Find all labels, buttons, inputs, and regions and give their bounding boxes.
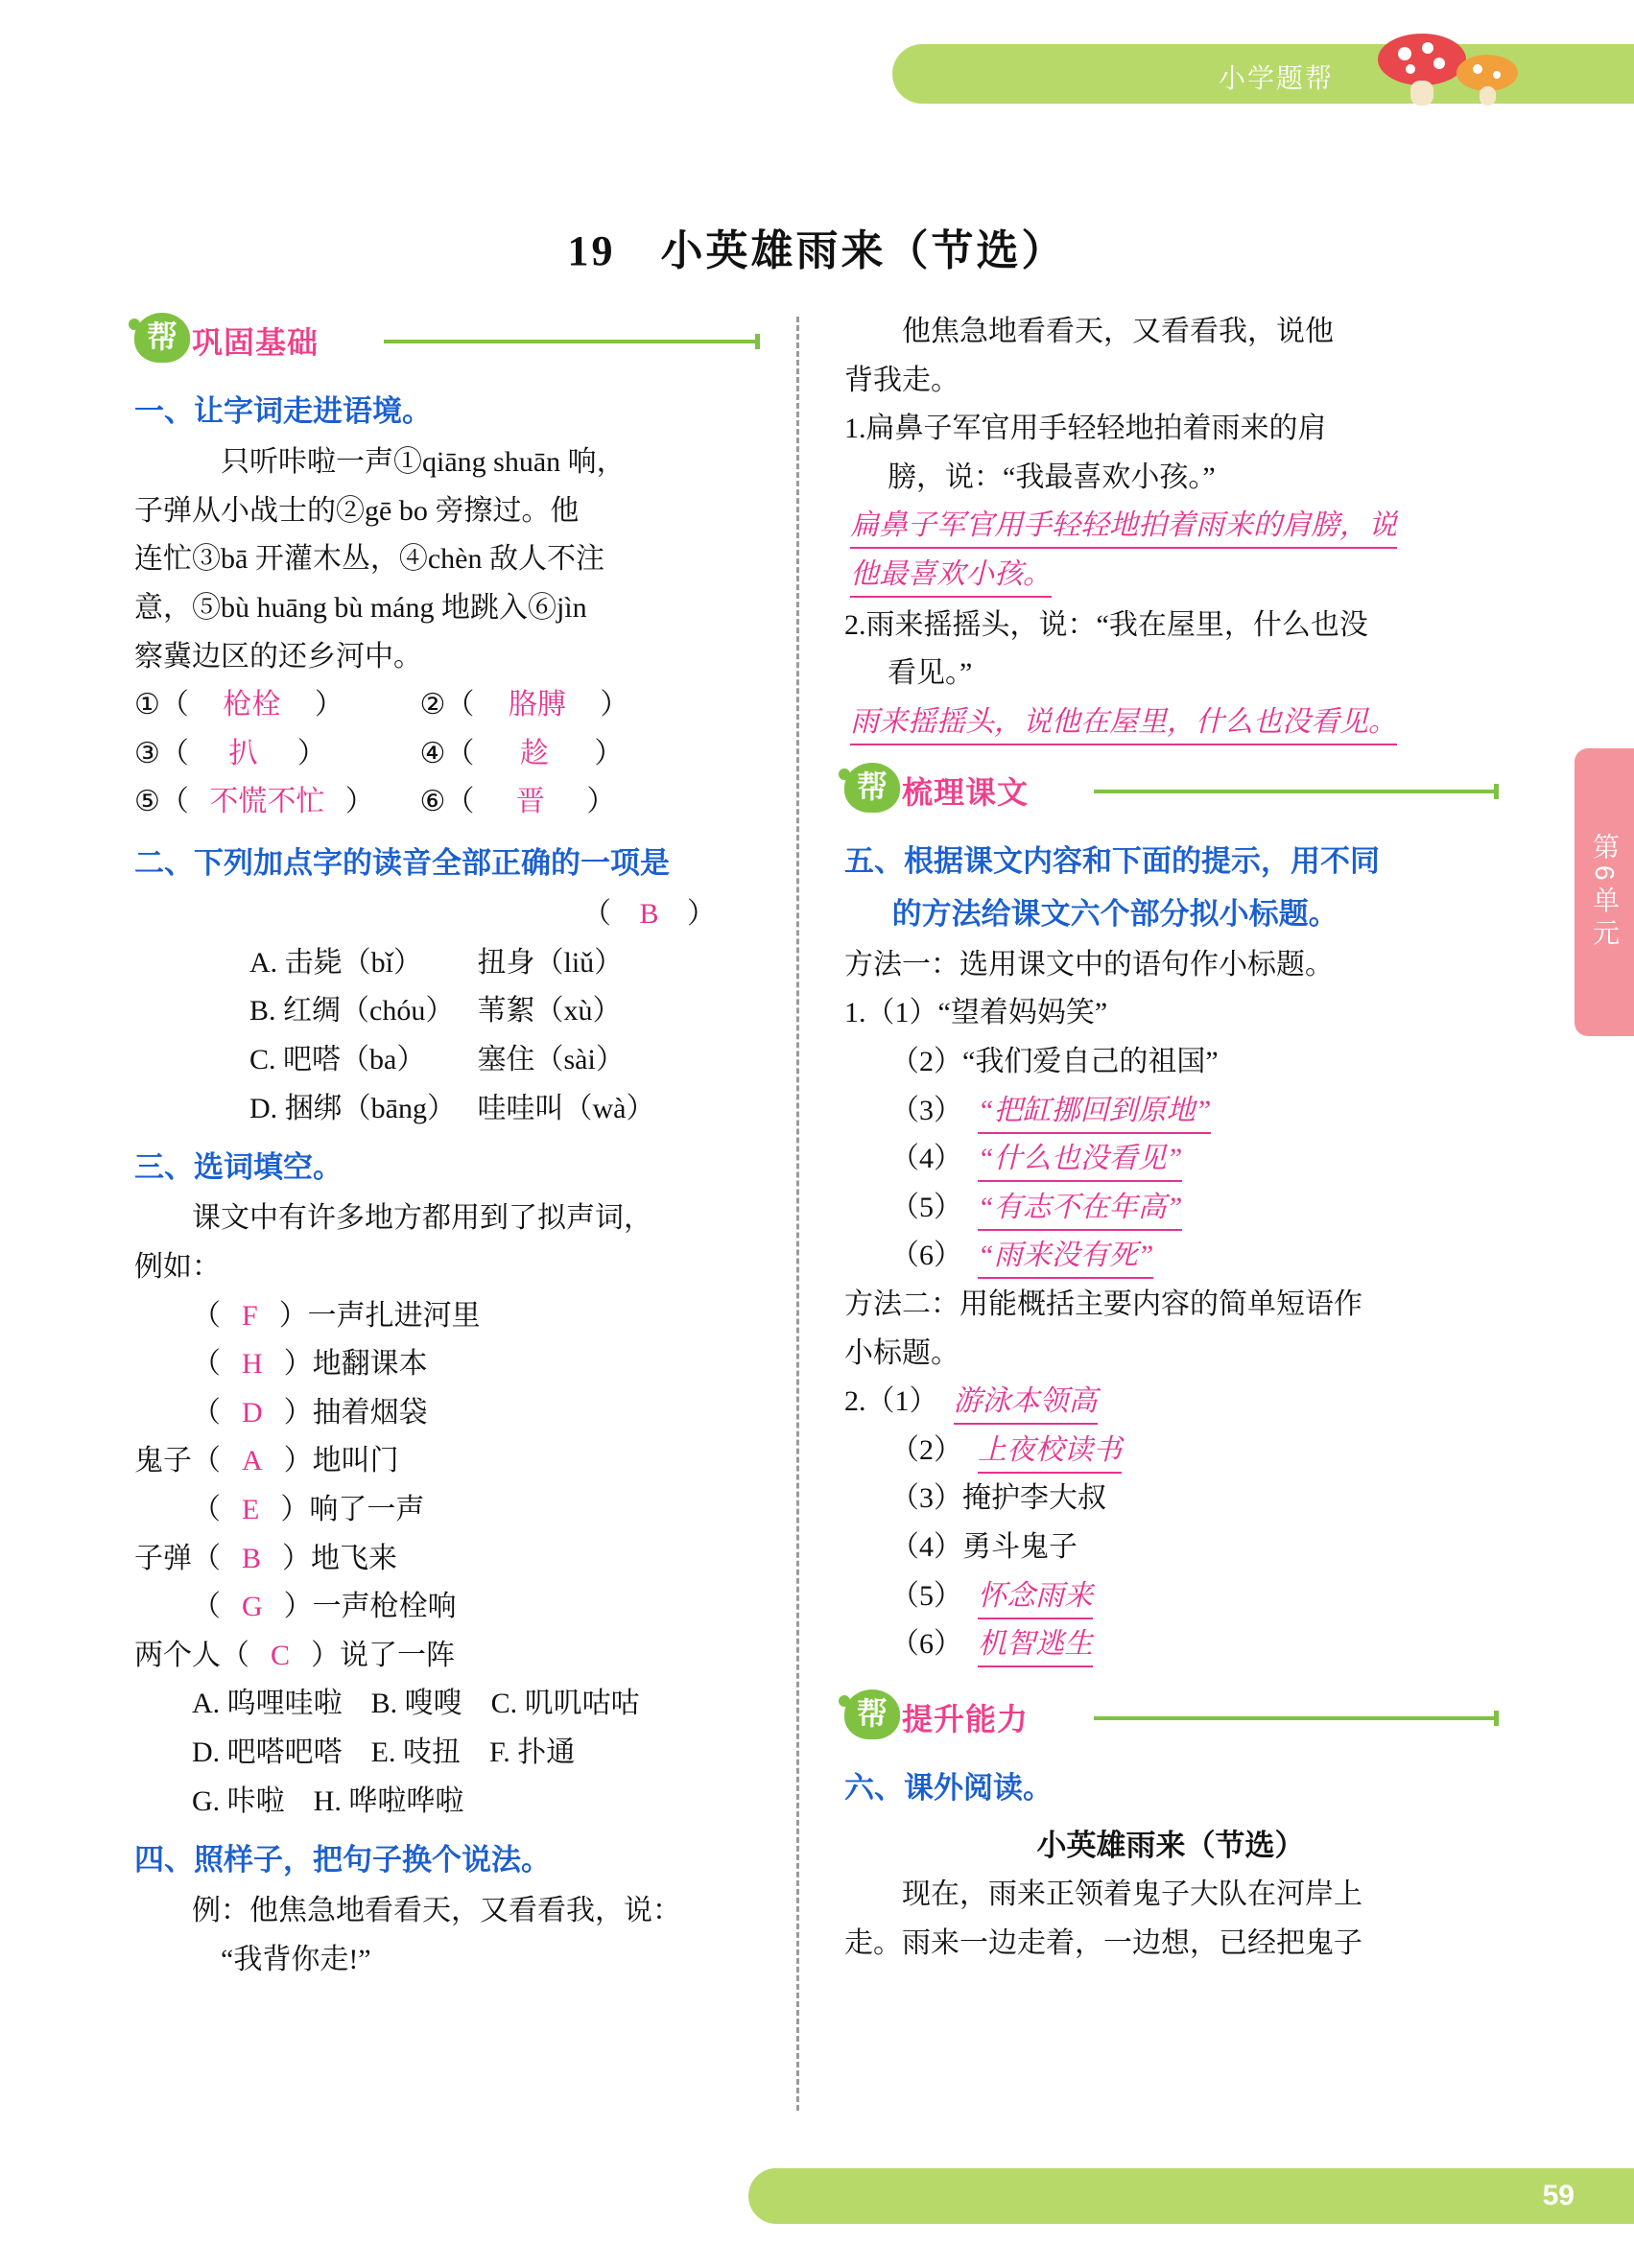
q1-answer-row-2 (134, 731, 758, 778)
section-header-organize (844, 763, 1497, 822)
footer-band (748, 2168, 1634, 2224)
left-column (134, 307, 758, 1986)
q5-m2-item[interactable]: 2.（1） 游泳本领高 (844, 1379, 1497, 1426)
question-1-heading: 一、让字词走进语境。 (134, 394, 432, 428)
q3-item[interactable]: （ H ）地翻课本 (192, 1348, 428, 1381)
reading-line-1: 现在，雨来正领着鬼子大队在河岸上 (902, 1878, 1362, 1911)
mushroom-icon (1372, 31, 1564, 106)
question-6-heading: 六、课外阅读。 (844, 1770, 1053, 1805)
question-4-heading: 四、照样子，把句子换个说法。 (134, 1843, 551, 1878)
q5-m2-item[interactable]: （2） 上夜校读书 (844, 1428, 1497, 1475)
q1-answer-row-1 (134, 682, 758, 729)
q2-answer-bracket: （ B ） (581, 898, 716, 931)
q3-item[interactable]: （ G ）一声枪栓响 (192, 1591, 457, 1623)
q1-line-3: 连忙③bā 开灌木丛，④chèn 敌人不注 (134, 543, 604, 576)
page-title: 19 小英雄雨来（节选） (567, 227, 1067, 274)
question-2-heading: 二、下列加点字的读音全部正确的一项是 (134, 845, 670, 880)
q1-line-5: 察冀边区的还乡河中。 (134, 640, 422, 673)
reading-title: 小英雄雨来（节选） (1036, 1828, 1305, 1862)
page-header (0, 0, 1634, 107)
q4-example-cont-2: 背我走。 (844, 364, 959, 396)
q1-answer-3: ③（ 扒 ） (134, 737, 326, 769)
q1-line-1: 只听咔啦一声①qiāng shuān 响， (221, 446, 626, 479)
q2-option-D[interactable]: D. 捆绑（bāng） 哇哇叫（wà） (249, 1092, 655, 1124)
q5-m2-item[interactable]: （6） 机智逃生 (844, 1621, 1497, 1668)
unit-side-tab-label: 第6单元 (1590, 833, 1620, 952)
q2-option-A[interactable]: A. 击毙（bǐ） 扭身（liǔ） (249, 946, 624, 979)
q4-example-line-2: “我背你走!” (221, 1943, 371, 1975)
q3-item[interactable]: 子弹（ B ）地飞来 (134, 1542, 398, 1574)
bang-badge-icon: 帮 (844, 1689, 900, 1739)
section-label: 巩固基础 (192, 325, 320, 360)
section-header-consolidate (134, 313, 758, 372)
section-label: 梳理课文 (902, 775, 1030, 811)
section-rule (1094, 790, 1497, 793)
q5-m1-item[interactable]: （5） “有志不在年高” (844, 1185, 1497, 1232)
unit-side-tab (1575, 748, 1634, 1036)
q3-choice-line: D. 吧嗒吧嗒 E. 吱扭 F. 扑通 (192, 1736, 576, 1768)
q5-m1-item[interactable]: （6） “雨来没有死” (844, 1233, 1497, 1280)
q3-item[interactable]: 鬼子（ A ）地叫门 (134, 1445, 399, 1477)
q5-method-2-line-2: 小标题。 (844, 1336, 959, 1369)
section-header-improve (844, 1689, 1497, 1749)
q3-choice-line: A. 呜哩哇啦 B. 嗖嗖 C. 叽叽咕咕 (192, 1688, 640, 1720)
question-5-heading-line-1: 五、根据课文内容和下面的提示，用不同 (844, 844, 1380, 879)
q3-item[interactable]: 两个人（ C ）说了一阵 (134, 1639, 456, 1671)
q2-option-C[interactable]: C. 吧嗒（ba） 塞住（sài） (249, 1043, 625, 1075)
q1-answer-5: ⑤（ 不慌不忙 ） (134, 786, 374, 818)
q5-m1-item[interactable]: （3） “把缸挪回到原地” (844, 1088, 1497, 1135)
q5-method-1: 方法一：选用课文中的语句作小标题。 (844, 948, 1334, 980)
question-3-heading: 三、选词填空。 (134, 1150, 343, 1185)
bang-badge-icon: 帮 (134, 313, 190, 363)
q4-item-2-line-2: 看见。” (888, 657, 973, 690)
question-5-heading-line-2: 的方法给课文六个部分拟小标题。 (891, 896, 1338, 931)
section-label: 提升能力 (902, 1701, 1030, 1736)
column-divider (796, 317, 799, 2111)
q1-answer-6: ⑥（ 晋 ） (419, 786, 616, 818)
brand-title: 小学题帮 (1219, 63, 1335, 93)
q1-answer-1: ①（ 枪栓 ） (134, 689, 343, 721)
q3-item[interactable]: （ F ）一声扎进河里 (192, 1299, 481, 1332)
q4-item-1-line-2: 膀，说：“我最喜欢小孩。” (888, 461, 1216, 493)
right-column (844, 307, 1497, 1969)
q3-item[interactable]: （ E ）响了一声 (192, 1493, 425, 1525)
q4-item-2-line-1: 2.雨来摇摇头，说：“我在屋里，什么也没 (844, 608, 1368, 641)
q4-item-1-answer-line-1[interactable]: 扁鼻子军官用手轻轻地拍着雨来的肩膀，说 (844, 503, 1497, 550)
section-rule (1094, 1716, 1497, 1720)
q2-option-B[interactable]: B. 红绸（chóu） 苇絮（xù） (249, 995, 622, 1028)
bang-badge-icon: 帮 (844, 763, 900, 813)
page-number: 59 (1542, 2180, 1575, 2211)
q3-choice-line: G. 咔啦 H. 哗啦哗啦 (192, 1784, 464, 1817)
q4-example-cont-1: 他焦急地看看天，又看看我，说他 (902, 316, 1334, 347)
q1-line-2: 子弹从小战士的②gē bo 旁擦过。他 (134, 494, 580, 527)
q5-method-2-line-1: 方法二：用能概括主要内容的简单短语作 (844, 1288, 1362, 1320)
q4-item-1-line-1: 1.扁鼻子军官用手轻轻地拍着雨来的肩 (844, 413, 1327, 445)
q5-m2-item[interactable]: （5） 怀念雨来 (844, 1573, 1497, 1620)
q1-answer-2: ②（ 胳膊 ） (419, 689, 629, 721)
q5-m1-item: 1.（1）“望着妈妈笑” (844, 997, 1108, 1029)
q3-lead-1: 课文中有许多地方都用到了拟声词， (192, 1202, 652, 1235)
q4-item-2-answer-line-1[interactable]: 雨来摇摇头，说他在屋里，什么也没看见。 (844, 699, 1497, 746)
q1-line-4: 意，⑤bù huāng bù máng 地跳入⑥jìn (134, 592, 587, 624)
q5-m2-item: （4）勇斗鬼子 (890, 1530, 1077, 1563)
q3-lead-2: 例如： (134, 1250, 221, 1283)
reading-line-2: 走。雨来一边走着，一边想，已经把鬼子 (844, 1926, 1362, 1959)
section-rule (384, 340, 758, 343)
q1-answer-4: ④（ 趁 ） (419, 737, 624, 769)
q5-m2-item: （3）掩护李大叔 (890, 1482, 1106, 1515)
q4-example-line-1: 例：他焦急地看看天，又看看我，说： (192, 1895, 681, 1927)
q5-m1-item[interactable]: （4） “什么也没看见” (844, 1136, 1497, 1183)
q3-item[interactable]: （ D ）抽着烟袋 (192, 1396, 428, 1429)
q5-m1-item: （2）“我们爱自己的祖国” (890, 1045, 1219, 1077)
q4-item-1-answer-line-2[interactable]: 他最喜欢小孩。 (844, 552, 1497, 599)
q1-answer-row-3 (134, 779, 758, 826)
